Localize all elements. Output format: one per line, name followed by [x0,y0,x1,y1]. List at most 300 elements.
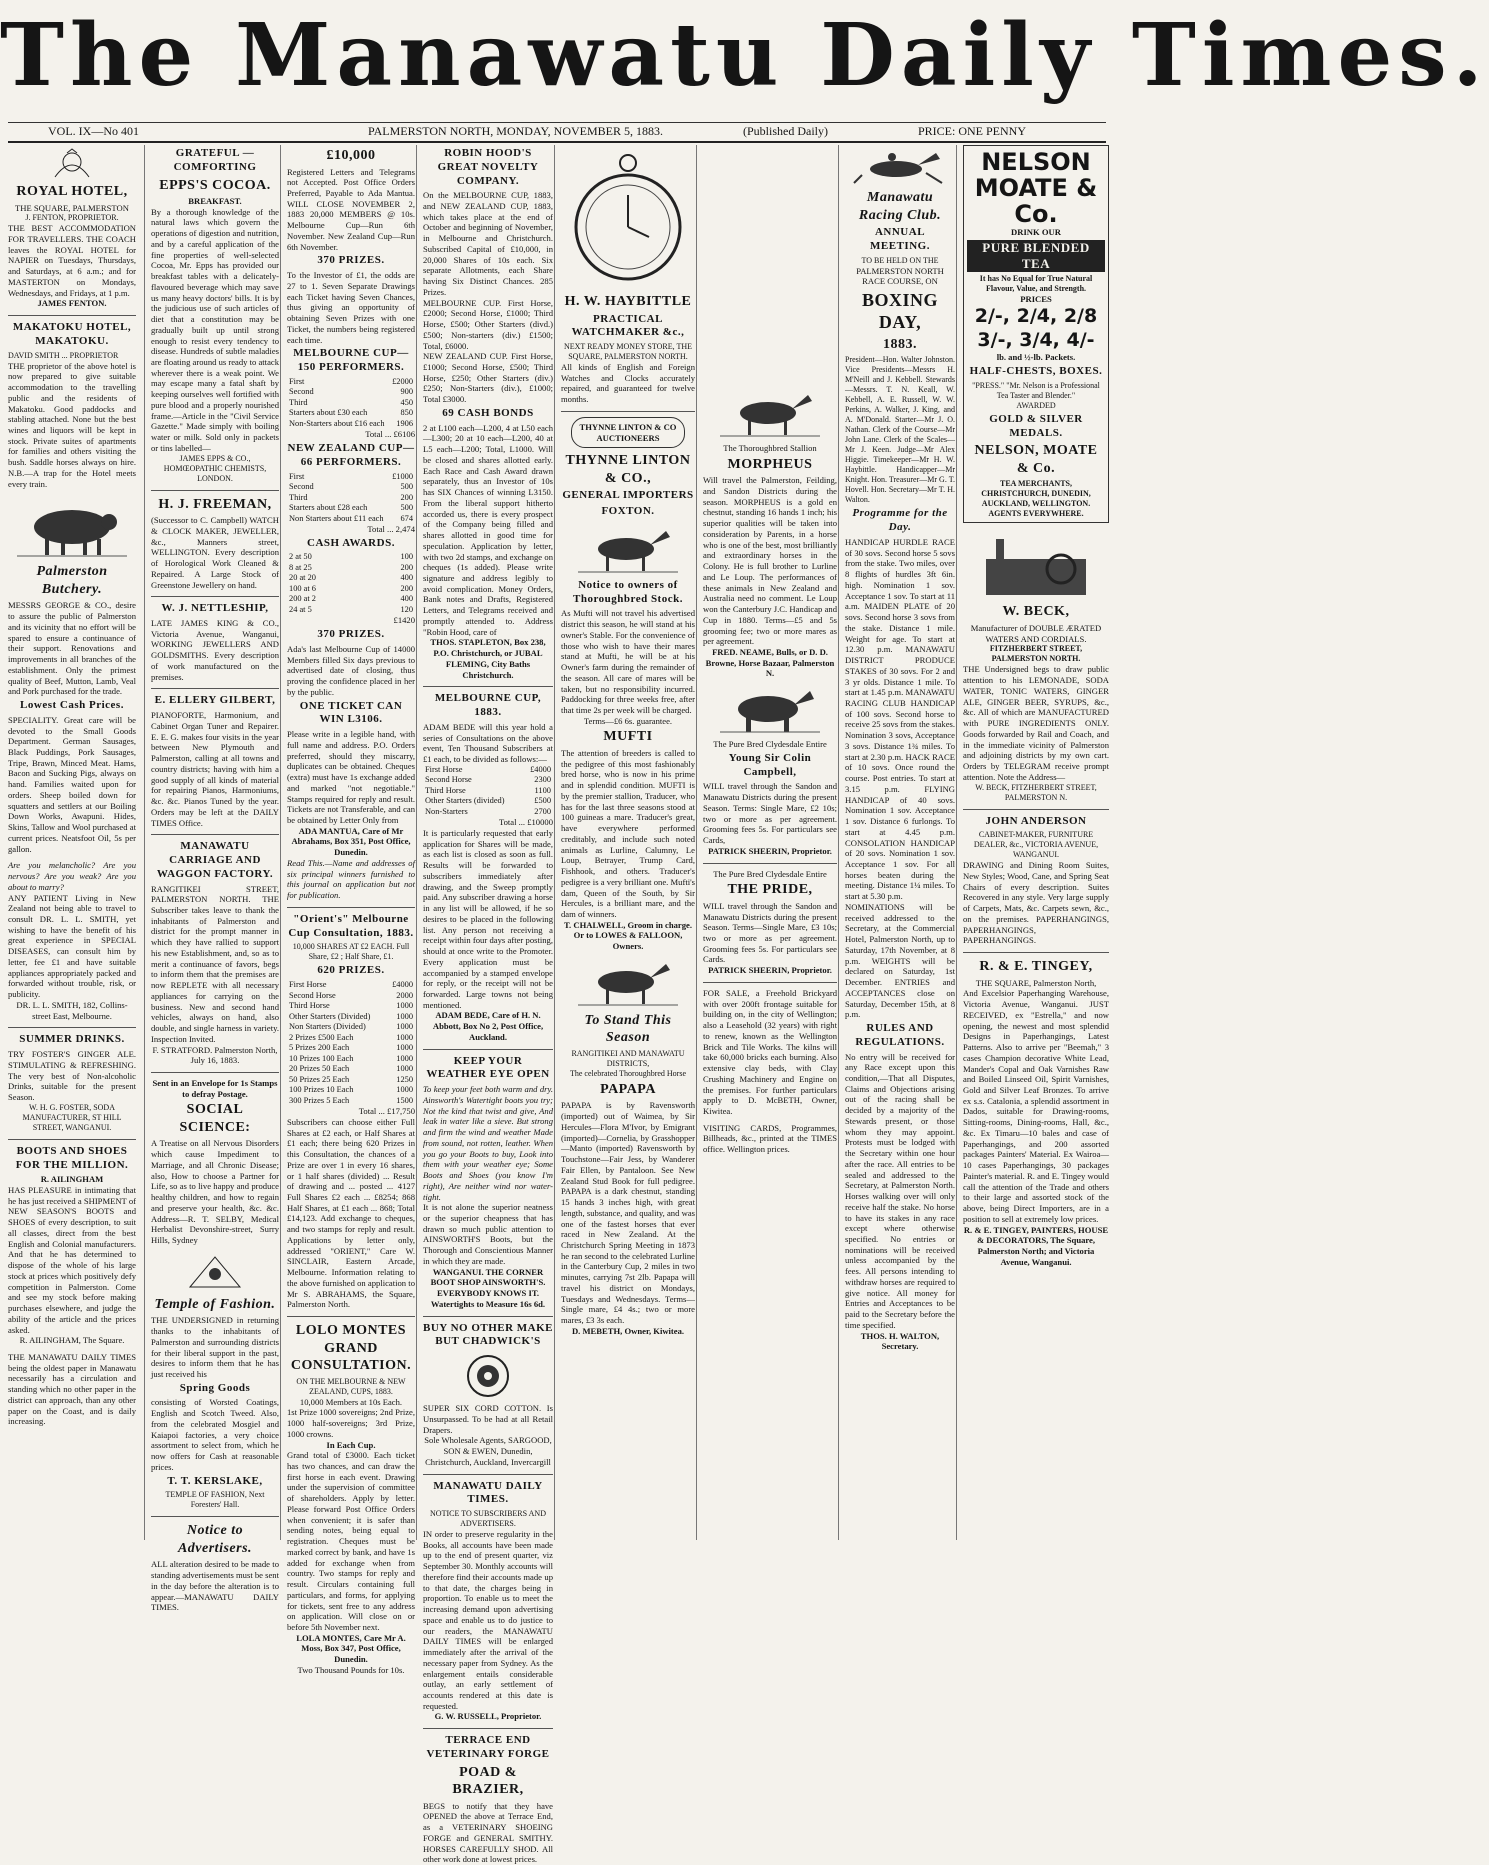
orient-prize-amount: 1000 [396,1032,413,1042]
boots-title: BOOTS AND SHOES FOR THE MILLION. [15,1144,129,1171]
butchery-ad [8,563,136,854]
mufti-body: The attention of breeders is called to the pedigree of this most fashionably bred horse, who is now in his prime and in splendid condition. MUFTI is by the premier stallion, Traducer, who has for the last three seasons stood at 100 guineas a mare. Traducer's great, have everywhere performed creditably, and include such noted animals as Lurline, Calumny, Le Loup, Betrayer, Trump Card, Fishhook, and others. Traducer's pedigree is a very brilliant one. Mufti's dam, Queen of the South, by Sir Hercules, is a brilliant mare, and the dam of winners. [561,747,695,919]
cash-award-row [287,563,415,574]
keep-body-2: It is not alone the superior neatness or the superior cheapness that has drawn so much public attention to AINSWORTH'S Boots, but the Thorough and Conscientious Manner in which they are made. [423,1202,553,1266]
annual-meeting: ANNUAL MEETING. [870,226,930,252]
colin-body: WILL travel through the Sandon and Manawatu Districts during the present Season. Terms: Single Mare, £2 10s; two or more as per agreement. Grooming fees 5s. For particulars see Cards, [703,781,837,846]
factory-illustration [976,529,1096,599]
science-title: SOCIAL SCIENCE: [179,1102,251,1135]
nz-prize-amount: 674 [400,513,413,523]
keep-sign: WANGANUI. THE CORNER BOOT SHOP AINSWORTH'S. EVERYBODY KNOWS IT. Watertights to Measure 16s 6d. [430,1266,546,1309]
adam-prize-row [423,796,553,807]
haybittle-sub: PRACTICAL WATCHMAKER &c., [571,312,685,339]
masthead [0,0,1489,118]
cash-award-amount: 200 [400,583,413,593]
adam-sign: ADAM BEDE, Care of H. N. Abbott, Box No 2, Post Office, Auckland. [432,1010,544,1042]
robin-melb: MELBOURNE CUP. First Horse, £2000; Second Horse, £1000; Third Horse, £500; Other Starters (divd.) £500; Non-starters (div.) £1500; Total, £6000. [423,297,553,351]
orient-prize-row [287,1085,415,1096]
nz-prize-row [287,482,415,493]
orient-prize-label: Other Starters (Divided) [289,1011,371,1021]
cash-award-amount: 400 [400,573,413,583]
nz-prize-amount: 200 [400,492,413,502]
boxing-day: BOXING DAY, [861,289,938,333]
temple-fashion-ad [151,1296,279,1511]
nettleship-body: LATE JAMES KING & CO., Victoria Avenue, Wanganui, WORKING JEWELLERS AND GOLDSMITHS. Every description of work manufactured on the premises. [151,618,279,682]
melbourne-prize-label: First [289,376,305,386]
terrace-title: TERRACE END VETERINARY FORGE [426,1734,550,1760]
pride-body: WILL travel through the Sandon and Manawatu Districts during the present Season. Terms—Single Mare, £3 10s; two or more as per agreement. Grooming fees 5s. For particulars see Cards. [703,900,837,965]
adam-head: MELBOURNE CUP, 1883. [434,692,542,719]
tingey-sub: THE SQUARE, Palmerston North, [975,977,1097,988]
nz-total: Total ... 2,474 [367,524,415,534]
lolo-sub: ON THE MELBOURNE & NEW ZEALAND, CUPS, 1883. [296,1376,406,1396]
visiting-cards [703,1123,837,1155]
prices-label: PRICES [1020,294,1052,305]
orient-prize-row [287,1054,415,1065]
racing-club-ad [845,189,955,1352]
haybittle-title: H. W. HAYBITTLE [564,294,692,309]
adam-prize-amount: 1100 [534,785,551,795]
colin-campbell-ad [703,739,837,856]
orient-prize-label: First Horse [289,980,327,990]
cash-table [287,552,415,615]
freeman-body: (Successor to C. Campbell) WATCH & CLOCK MAKER, JEWELLER, &c., Manners street, WELLINGTON. Every description of Horological Work Cleaned & Repaired. A Large Stock of Greenstone Jewellery on hand. [151,515,279,590]
orient-total: Total ... £17,750 [358,1106,415,1117]
prizes-370-b: 370 PRIZES. [317,628,385,641]
boots-ad [8,1145,136,1346]
kerslake-sub: TEMPLE OF FASHION, Next Foresters' Hall. [165,1490,265,1510]
column-6 [696,145,837,1540]
cotton-reel-icon [465,1353,511,1399]
carriage-ad [151,840,279,1066]
rules-title: RULES AND REGULATIONS. [855,1022,945,1048]
column-1 [8,145,136,1540]
summer-drinks-ad [8,1033,136,1132]
royal-hotel-title: ROYAL HOTEL, [16,184,128,199]
melancholy-line: Are you melancholic? Are you nervous? Are you weak? Are you about to marry? [8,860,136,892]
orient-prize-row [287,1033,415,1044]
melbourne-table [287,377,415,430]
haybittle-ad [561,293,695,405]
lolo-footer: Two Thousand Pounds for 10s. [297,1664,405,1675]
cash-award-label: 8 at 25 [289,562,312,572]
lolo-prizes: 1st Prize 1000 sovereigns; 2nd Prize, 1000 half-sovereigns; 3rd Prize, 1000 crowns. [287,1407,415,1439]
butchery-title: Palmerston Butchery. [36,564,108,597]
nettleship-ad [151,602,279,682]
stand-sub: RANGITIKEI AND MANAWATU DISTRICTS, [571,1048,685,1068]
orient-prizes: 620 PRIZES. [317,964,385,977]
cash-award-label: 20 at 20 [289,573,316,583]
thynne-place: FOXTON. [601,505,655,518]
column-2 [144,145,279,1613]
lowest-prices: Lowest Cash Prices. [20,699,124,712]
boots-sign-2: R. AILINGHAM, The Square. [19,1335,125,1346]
melbourne-prize-amount: £2000 [392,376,413,386]
beck-sub: Manufacturer of DOUBLE ÆRATED WATERS AND CORDIALS. [970,622,1102,644]
half-chests: HALF-CHESTS, BOXES. [969,365,1103,378]
orient-table [287,980,415,1106]
pride-title: The Pure Bred Clydesdale Entire [713,868,827,879]
no-equal: It has No Equal for True Natural Flavour, Value, and Strength. [979,274,1093,294]
butchery-body: MESSRS GEORGE & CO., desire to assure the public of Palmerston and its vicinity that no effort will be spared to ensure a continuance of their support. Renovations and improvements in all branches of the establishment. Only the primest quality of Beef, Mutton, Lamb, Veal and Pork purchased for the trade. [8,600,136,697]
melbourne-prize-amount: 1906 [396,418,413,428]
orient-prize-row [287,1096,415,1107]
melbourne-150: MELBOURNE CUP—150 PERFORMERS. [293,347,409,374]
melbourne-total: Total ... £6106 [365,429,415,440]
orient-prize-label: Third Horse [289,1001,330,1011]
social-science-ad [151,1078,279,1246]
ada-body: Ada's last Melbourne Cup of 14000 Members filled Six days previous to advertised date of closing, thus proving the confidence placed in her by the public. [287,643,415,697]
papapa-body: PAPAPA is by Ravensworth (imported) out of Waimea, by Sir Hercules—Flora M'Ivor, by Emigrant (imported)—Cornelia, by Grasshopper—Manto (imported) Ravensworth by Touchstone—Fair Jess, by Wanderer Fair Ellen, by Pantaloon. See New Zealand Stud Book for full pedigree. PAPAPA is a dark chestnut, standing 15 hands 3 inches high, with great length, substance, and quality, and was one of the fastest horses that ever raced in New Zealand. At the Christchurch Spring Meeting in 1873 he ran second to the celebrated Lurline in the Canterbury Cup, 2 miles in two minutes, carrying 7st 2lb. Papapa will travel his district on Mondays, Tuesdays and Wednesdays. Terms—Single mare, £4 4s.; two or more mares, £3 3s each. [561,1100,695,1326]
cotton-agents: Sole Wholesale Agents, SARGOOD, SON & EWEN, Dunedin, Christchurch, Auckland, Invercargill [424,1435,552,1467]
adam-prize-label: Other Starters (divided) [425,796,505,806]
cash-award-label: 24 at 5 [289,604,312,614]
fashion-emblem-icon [180,1252,250,1292]
column-5 [554,145,695,1540]
smith-sign: DR. L. L. SMITH, 182, Collins-street East, Melbourne. [16,999,128,1021]
mufti-sign: T. CHALWELL, Groom in charge. Or to LOWES & FALLOON, Owners. [563,919,693,952]
melbourne-prize-label: Starters about £30 each [289,408,368,418]
melbourne-prize-amount: 850 [400,408,413,418]
orient-prize-label: 2 Prizes £500 Each [289,1032,354,1042]
adam-body: ADAM BEDE will this year hold a series of Consultations on the above event, Ten Thousand Subscribers at £1 each, to be divided as follows:— [423,721,553,765]
orient-prize-amount: 1000 [396,1053,413,1063]
adam-prize-amount: 2300 [534,775,551,785]
cotton-title: BUY NO OTHER MAKE BUT CHADWICK'S [423,1321,554,1348]
melbourne-prize-row [287,408,415,419]
robin-sign: THOS. STAPLETON, Box 238, P.O. Christchurch, or JUBAL FLEMING, City Baths Christchurch. [430,637,546,680]
science-body: A Treatise on all Nervous Disorders which cause Impediment to Marriage, and all Chronic Disease; also, How to choose a Partner for Life, so as to live happy and produce healthy children, and how to regain and preserve your health, &c. &c. Address—R. T. SELBY, Medical Herbalist Devonshire-street, Surry Hills, Sydney [151,1138,279,1246]
orient-prize-row [287,980,415,991]
cash-award-row [287,552,415,563]
lolo-sign: LOLA MONTES, Care Mr A. Moss, Box 347, Post Office, Dunedin. [296,1632,406,1665]
spring-body: consisting of Worsted Coatings, English and Scotch Tweed. Also, from the celebrated Mosgiel and Kaiapoi factories, a very choice assortment to select from, which he now offers for Cash at reasonable prices. [151,1397,279,1472]
clydesdale-title: The Pure Bred Clydesdale Entire [713,739,827,750]
nz-prize-label: Non Starters about £11 each [289,513,384,523]
adam-body-2: It is particularly requested that early application for Shares will be made, as each list is closed as soon as full. Results will be forwarded to subscribers immediately after drawing, and the Sweep promptly paid. Any subscriber drawing a horse in any list will be allowed, if he so desires to be placed in the following list. Any person not receiving a receipt within four days after posting, should at once write to the Promoter. Every application must be accompanied by a stamped envelope for reply, or the receipt will not be forwarded. Large towns not being mentioned. [423,827,553,1010]
epps-sign: JAMES EPPS & CO., HOMŒOPATHIC CHEMISTS, LONDON. [163,453,267,483]
robin-hood-ad [423,147,553,680]
adam-prize-amount: 2700 [534,806,551,816]
tingey-sign: R. & E. TINGEY, PAINTERS, HOUSE & DECORATORS, The Square, Palmerston North; and Victoria Avenue, Wanganui. [963,1224,1109,1267]
programme-body: HANDICAP HURDLE RACE of 30 sovs. Second horse 5 sovs from the stake. Two miles, over 8 flights of hurdles 3ft 6in. high. Nomination 1 sov. Acceptance 1 sov. To start at 11 a.m. MAIDEN PLATE of 20 sovs. Second horse 3 sovs from the stake. Distance 1 mile. Weight for age. To start at 12.30 p.m. MANAWATU DISTRICT PRODUCE STAKES of 30 sovs. For 2 and 3 yr olds. Distance 1 mile. To start at 1.45 p.m. MANAWATU RACING CLUB HANDICAP of 100 sovs. Second horse to receive 25 sovs from the stakes. Nomination 3 sovs, Acceptance 3 sovs. Distance 1¾ miles. To start at 2.30 p.m. HACK RACE of 10 sovs. Once round the course. Post entries. To start at 3.15 p.m. FLYING HANDICAP of 40 sovs. Nomination 1 sov. Acceptance 1 sov. Distance 6 furlongs. To start at 4.45 p.m. CONSOLATION HANDICAP of 20 sovs. Nomination 1 sov. Acceptance 1 sov. For all horses beaten during the meeting. Distance 1¼ miles. To start at 5.30 p.m. [845,536,955,902]
melbourne-prize-label: Second [289,387,314,397]
prices-2: 3/-, 3/4, 4/- [977,328,1095,351]
papapa: PAPAPA [600,1081,656,1097]
prizes-370-body: To the Investor of £1, the odds are 27 to 1. Seven Separate Drawings each Ticket having Seven Chances, thus giving an opportunity of obtaining Seven Prizes with one Ticket, the numbers being registered each time. [287,270,415,345]
lolo-body: Grand total of £3000. Each ticket has two chances, and can draw the first horse in each event. Drawing under the supervision of committee of shareholders. Apply by letter. Please forward Post Office Orders when convenient; it is safer than sending notes, being equal to registration. Cheques must be marked correct by bank, and have 1s added for exchange when from country. Two stamps for reply and result. Circulars containing full particulars, and forms, for applying for tickets, sent free to any address on application. Will close on or before 5th November next. [287,1450,415,1633]
colin-sign: PATRICK SHEERIN, Proprietor. [708,845,832,856]
orient-prize-row [287,1064,415,1075]
thynne-badge-text: THYNNE LINTON & CO AUCTIONEERS [579,421,677,443]
lolo-montes-ad [287,1322,415,1676]
cash-award-row [287,594,415,605]
melbourne-prize-label: Third [289,397,308,407]
orient-prize-row [287,991,415,1002]
makatoku-prop: DAVID SMITH ... PROPRIETOR [8,350,119,360]
haybittle-body: All kinds of English and Foreign Watches and Clocks accurately repaired, and guaranteed for twelve months. [561,362,695,405]
cash-award-label: 100 at 6 [289,583,316,593]
ada-mantua-ad [287,147,415,901]
racing-title: Manawatu Racing Club. [858,190,942,223]
orient-prize-amount: 1000 [396,1085,413,1095]
adam-prize-label: First Horse [425,764,463,774]
stock-title: Notice to owners of Thoroughbred Stock. [573,578,683,605]
packets: lb. and ½-lb. Packets. [996,352,1076,363]
frequency: (Published Daily) [743,124,828,138]
sale-body: FOR SALE, a Freehold Brickyard with over 200ft frontage suitable for building on, in the city of Wellington; also a Leasehold (32 years) with right to renew, known as the Wellington Brick and Tile Works. The kilns will take 60,000 bricks each burning. Also extensive clay beds, with Clay Crushing Machinery and Engine on the premises. For further particulars apply to D. McBETH, Owner, Kiwitea. [703,987,837,1117]
subscribers-sub: NOTICE TO SUBSCRIBERS AND ADVERTISERS. [430,1509,546,1528]
cash-awards: CASH AWARDS. [307,536,395,549]
tingey-ad [963,958,1109,1267]
orient-prize-label: 300 Prizes 5 Each [289,1095,350,1105]
orient-prize-amount: 1000 [396,1064,413,1074]
orient-title: "Orient's" Melbourne Cup Consultation, 1883. [288,912,414,939]
nz-150: NEW ZEALAND CUP—66 PERFORMERS. [287,442,415,468]
one-ticket: ONE TICKET CAN WIN L3106. [299,699,403,726]
tea-merchants: TEA MERCHANTS, CHRISTCHURCH, DUNEDIN, AUCKLAND, WELLINGTON. AGENTS EVERYWHERE. [981,479,1091,519]
lolo-members: 10,000 Members at 10s Each. [299,1396,403,1407]
orient-prize-label: 100 Prizes 10 Each [289,1085,354,1095]
medals: GOLD & SILVER MEDALS. [989,412,1083,439]
nelson-moate: NELSON MOATE & Co. [974,148,1098,228]
nettleship-title: W. J. NETTLESHIP, [161,602,269,615]
dateline [8,122,1106,143]
cash-total: £1420 [393,615,415,626]
stock-terms: Terms—£6 6s. guarantee. [583,715,673,726]
robin-nz: NEW ZEALAND CUP. First Horse, £1000; Second Horse, £500; Third Horse, £250; Other Starters (div.) £250; Non-Starters (div.), £1000; Total £3000. [423,351,553,405]
haybittle-addr: NEXT READY MONEY STORE, THE SQUARE, PALMERSTON NORTH. [563,342,693,361]
royal-hotel-prop: J. FENTON, PROPRIETOR. [25,213,119,223]
adam-bede-ad [423,692,553,1042]
royal-crest-icon [49,149,95,179]
fashion-title: Temple of Fashion. [154,1296,276,1312]
thoroughbred-notice [561,579,695,952]
cash-award-label: 2 at 50 [289,552,312,562]
stock-body: As Mufti will not travel his advertised district this season, he will stand at his owner's Stable. For the convenience of those who wish to have their mares stand at Mufti, he will be at his Owner's farm during the remainder of the season. All care of mares will be taken, but no responsibility incurred. Paddocking for three weeks free, after that time 2s per week will be charged. [561,608,695,716]
pure-blended: PURE BLENDED TEA [967,240,1105,273]
stamps-line: Sent in an Envelope for 1s Stamps to defray Postage. [152,1077,278,1099]
subscribers-notice [423,1480,553,1723]
keep-body: To keep your feet both warm and dry. Ainsworth's Watertight boots you try; Not the kind that twist and give, And leak in water like a sieve. But strong and firm the wind and weather Made from sound, not rotten, leather. When you go your Boots to buy, Look into them with your weather eye; Some Boots and Shoes (you know I'm right), Are neither wind nor water-tight. [423,1084,553,1202]
melbourne-prize-amount: 900 [400,387,413,397]
morpheus-sign: FRED. NEAME, Bulls, or D. D. Browne, Horse Bazaar, Palmerston N. [705,646,835,679]
cash-award-amount: 120 [400,604,413,614]
nelson-2: NELSON, MOATE & Co. [974,443,1098,476]
pride-ad [703,869,837,976]
prizes-370: 370 PRIZES. [317,254,385,267]
papapa-ad [561,1012,695,1337]
notice-body: ALL alteration desired to be made to standing advertisements must be sent in the day before the alteration is to appear.—MANAWATU DAILY TIMES. [151,1559,279,1613]
keep-eye-ad [423,1055,553,1310]
cash-award-row [287,605,415,616]
rules-sign: THOS. H. WALTON, Secretary. [860,1330,940,1352]
boots-body: HAS PLEASURE in intimating that he has just received a SHIPMENT of NEW SEASON'S BOOTS and SHOES of every description, to suit all classes, direct from the best English and Colonial manufacturers. And that he has determined to dispose of the whole of his large stock at prices which positively defy competition in Palmerston. Come and see my stock before making purchases elsewhere, and judge the ability of the article and the prices asked. [8,1185,136,1335]
nelson-moate-ad [963,145,1109,523]
orient-prize-label: 20 Prizes 50 Each [289,1064,350,1074]
race-year: 1883. [883,336,917,352]
nz-prize-row [287,514,415,525]
nz-prize-amount: 500 [400,503,413,512]
stallion-illustration [578,958,678,1008]
epps-cocoa-ad [151,147,279,484]
awarded: AWARDED [1016,400,1056,410]
melbourne-prize-amount: 450 [400,397,413,407]
nominations: NOMINATIONS will be received addressed to the Secretary, at the Commercial Hotel, Palmerston North, up to Saturday, 17th November, at 8 p.m. WEIGHTS will be declared on Saturday, 1st December. ENTRIES and ACCEPTANCES close on Saturday, December 15th, at 8 p.m. [845,901,955,1020]
orient-prize-amount: 1000 [396,1001,413,1011]
stallion-title: The Thoroughbred Stallion [723,443,817,453]
orient-prize-amount: 1000 [396,1043,413,1053]
summer-body: TRY FOSTER'S GINGER ALE. STIMULATING & REFRESHING. The very best of Non-alcoholic Drinks, suitable for the present Season. [8,1049,136,1103]
cash-award-amount: 200 [400,562,413,572]
thynne-linton-ad [561,417,695,519]
orient-prize-label: 10 Prizes 100 Each [289,1053,354,1063]
anderson-ad [963,815,1109,947]
royal-hotel-sign: JAMES FENTON. [37,298,107,309]
nz-prize-label: First [289,471,305,481]
adam-prize-row [423,775,553,786]
kerslake-name: T. T. KERSLAKE, [167,1474,263,1487]
manawatu-note [8,1352,136,1427]
freeman-ad [151,496,279,591]
orient-prize-row [287,1012,415,1023]
orient-prize-amount: 1000 [396,1022,413,1032]
volume-number: VOL. IX—No 401 [48,124,139,138]
orient-prize-amount: £4000 [392,980,413,990]
gilbert-body: PIANOFORTE, Harmonium, and Cabinet Organ Tuner and Repairer. E. E. G. makes four visits in the year between New Plymouth and Palmerston, calling at all towns and country districts; having with him a good supply of all kinds of material for repairing Pianos, Harmoniums, &c. &c. Pianos Tuned by the year. Orders may be left at the DAILY TIMES Office. [151,710,279,828]
beck-title: W. BECK, [1002,604,1070,620]
chadwick-cotton-ad [423,1322,553,1468]
press: "PRESS." "Mr. Nelson is a Professional Tea Taster and Blender." [972,380,1100,400]
grateful-line: GRATEFUL — COMFORTING [173,147,257,173]
morpheus-body: Will travel the Palmerston, Feilding, and Sandon Districts during the season. MORPHEUS is a gold en chestnut, standing 16 hands 1 inch; his superior qualities will be taken into consideration by Parents, in a horse who is one of the best, most brilliantly and extraordinary horses in the Colony. He is full brother to Lurline and Le Loup. The performances of these animals in New Zealand and Australia need no comment. Le Loup won the Canterbury J.C. Handicap and Cup in 1880. Terms—£5 and 5s grooming fee; two or more mares as per agreement. [703,475,837,647]
adam-prize-label: Non-Starters [425,806,468,816]
lolo-each: In Each Cup. [326,1439,376,1450]
orient-prize-amount: 1500 [396,1095,413,1105]
carriage-sign: F. STRATFORD. Palmerston North, July 16, 1883. [152,1044,278,1066]
royal-hotel-sub: THE SQUARE, PALMERSTON [15,202,129,213]
club-officers: President—Hon. Walter Johnston. Vice Presidents—Messrs H. M'Neill and J. Kebbell. Stewards—Messrs. T. N. Keall, W. Kebbell, A. E. Russell, W. W. Perkins, A. Walker, J. King, and A. M'Donald. Starter—Mr J. O. Nathan. Clerk of the Course—Mr John Lane. Clerk of the Scales—Mr J. Keen. Judge—Mr Alex Higgie. Timekeeper—Mr H. W. Haybittle. Handicapper—Mr Knight. Hon. Treasurer—Mr G. T. Hovell. Hon. Secretary—Mr T. H. Walton. [845,355,955,505]
cash-award-label: 200 at 2 [289,594,316,604]
stand-sub-2: The celebrated Thoroughbred Horse [569,1068,687,1078]
race-course: PALMERSTON NORTH RACE COURSE, ON [856,265,944,287]
orient-prize-row [287,1043,415,1054]
spring-goods: Spring Goods [179,1381,251,1394]
notice-advertisers [151,1522,279,1613]
nz-prize-amount: 500 [400,482,413,491]
orient-prize-label: 50 Prizes 25 Each [289,1074,350,1084]
summer-title: SUMMER DRINKS. [19,1033,125,1046]
beck-sign: W. BECK, FITZHERBERT STREET, PALMERSTON N. [975,782,1097,802]
cash-award-amount: 100 [400,552,413,562]
price: PRICE: ONE PENNY [918,124,1027,138]
nz-table [287,472,415,525]
thynne-sub: GENERAL IMPORTERS [562,489,694,502]
orient-ad [287,913,415,1310]
adam-total: Total ... £10000 [498,817,553,828]
visiting-body: VISITING CARDS, Programmes, Billheads, &c., printed at the TIMES office. Wellington prices. [703,1122,837,1155]
orient-prize-amount: 2000 [396,990,413,1000]
lolo-title: LOLO MONTES GRAND CONSULTATION. [290,1323,412,1374]
epps-title: EPPS'S COCOA. [159,177,271,193]
papapa-sign: D. MEBETH, Owner, Kiwitea. [571,1325,685,1336]
subscribers-sign: G. W. RUSSELL, Proprietor. [434,1711,542,1722]
programme-title: Programme for the Day. [852,507,948,534]
gilbert-title: E. ELLERY GILBERT, [154,694,276,707]
morpheus-ad [703,443,837,679]
terrace-body: BEGS to notify that they have OPENED the above at Terrace End, as a VETERINARY SHOEING FORGE and GENERAL SMITHY. HORSES CAREFULLY SHOD. All other work done at lowest prices. [423,1800,553,1865]
cash-award-row [287,584,415,595]
smith-ad [8,860,136,1021]
nz-prize-row [287,472,415,483]
to-be-held: TO BE HELD ON THE [861,255,939,265]
carriage-title: MANAWATU CARRIAGE AND WAGGON FACTORY. [156,840,274,880]
ada-sign: ADA MANTUA, Care of Mr Abrahams, Box 351, Post Office, Dunedin. [291,825,411,858]
nz-prize-label: Starters about £28 each [289,503,368,512]
epps-body: By a thorough knowledge of the natural laws which govern the operations of digestion and nutrition, and by a careful application of the fine properties of well-selected Cocoa, Mr. Epps has provided our breakfast tables with a delicately-flavoured beverage which may save us many heavy doctors' bills. It is by the judicious use of such articles of diet that a constitution may be gradually built up until strong enough to resist every tendency to disease. Hundreds of subtle maladies are floating around us ready to attack wherever there is a weak point. We may escape many a fatal shaft by keeping ourselves well fortified with pure blood and a properly nourished frame.—Article in the "Civil Service Gazette." Made simply with boiling water or milk. Sold only in packets or tins labelled— [151,206,279,453]
pride-sign: PATRICK SHEERIN, Proprietor. [708,965,832,976]
nz-prize-label: Second [289,482,314,491]
makatoku-hotel-ad [8,321,136,489]
freeman-title: H. J. FREEMAN, [158,496,272,512]
cash-award-amount: 400 [400,594,413,604]
melbourne-prize-row [287,398,415,409]
robin-body: On the MELBOURNE CUP, 1883, and NEW ZEALAND CUP, 1883, which takes place at the end of October and beginning of November, in Melbourne and Christchurch. Subscribed Capital of £10,000, in 20,000 Shares of 10s each. Six separate Allotments, each Share having Six Distinct Chances. 285 Prizes. [423,190,553,297]
read-this: Read This.—Name and addresses of six principal winners furnished to this journal on application but not for publication. [287,857,415,901]
fashion-body: THE UNDERSIGNED in returning thanks to the inhabitants of Palmerston and surrounding districts for their liberal support in the past, desires to inform them that he has just received his [151,1315,279,1379]
rules-body: No entry will be received for any Race except upon this condition,—That all Disputes, Claims and Objections arising out of the racing shall be decided by a majority of the Stewards present, or those whom they may appoint. Protests must be lodged with the Secretary within one hour after the race. All entries to be sealed and addressed to the Secretary, at Palmerston North. Horses walking over will only receive half the stake. No horse to have its stakes in any race except where otherwise specified. No entries or nominations will be received unless accompanied by the fees. All persons intending to withdraw horses are required to give notice. All money for Entries and Acceptances to be paid to the Secretary before the time specified. [845,1051,955,1330]
melbourne-prize-row [287,419,415,430]
nz-prize-label: Third [289,492,308,502]
pocket-watch-illustration [573,149,683,289]
orient-prize-row [287,1022,415,1033]
prices-1: 2/-, 2/4, 2/8 [974,304,1098,327]
horse-illustration [578,525,678,575]
thynne-badge [571,417,685,448]
adam-prize-label: Third Horse [425,785,466,795]
adam-prize-row [423,765,553,776]
summer-sign: W. H. G. FOSTER, SODA MANUFACTURER, ST HILL STREET, WANGANUI. [22,1102,122,1132]
orient-prize-label: 5 Prizes 200 Each [289,1043,350,1053]
mufti: MUFTI [603,729,653,745]
column-3 [280,145,415,1675]
beck-addr: FITZHERBERT STREET, PALMERSTON NORTH. [989,644,1083,664]
adam-prize-amount: £500 [534,796,551,806]
makatoku-title: MAKATOKU HOTEL, MAKATOKU. [12,321,132,347]
column-4 [416,145,554,1865]
masthead-title: The Manawatu Daily Times. [0,5,1489,106]
adam-prize-row [423,807,553,818]
beck-body: THE Undersigned begs to draw public attention to his LEMONADE, SODA WATER, TONIC WATERS, GINGER ALE, GINGER BEER, SYRUPS, &c., &c. All of which are MANUFACTURED with PURE INGREDIENTS ONLY. Goods forwarded by Rail and Coach, and in the immediate vicinity of Palmerston and adjoining districts by my own cart. Orders by TELEGRAM receive prompt attention. Note the Address— [963,664,1109,782]
anderson-sub: CABINET-MAKER, FURNITURE DEALER, &c., VICTORIA AVENUE, WANGANUI. [973,830,1099,860]
keep-title: KEEP YOUR WEATHER EYE OPEN [426,1054,550,1081]
pride: THE PRIDE, [727,882,813,898]
orient-body: Subscribers can choose either Full Shares at £2 each, or Half Shares at £1 each; there being 620 Prizes in this Consultation, the chances of a Prize are over 1 in every 16 shares, or 1 half shares (divided) ... Result of drawing and ... posted ... 4127 Full Shares £2 each ... £8254; 868 Half Shares, at £1 each ... 868; Total £14,123. Add exchange to cheques, and two stamps for reply and result. Applications by letter only, addressed "ORIENT," Care W. SINCLAIR, Eastern Arcade, Melbourne. Information relating to the above furnished on application to Mr S. ABRAHAMS, the Square, Palmerston North. [287,1116,415,1310]
adam-prize-row [423,786,553,797]
place-date: PALMERSTON NORTH, MONDAY, NOVEMBER 5, 1883. [368,124,663,138]
orient-prize-amount: 1250 [396,1074,413,1084]
beck-ad [963,603,1109,802]
morpheus-horse-illustration [720,389,820,439]
stand-title: To Stand This Season [584,1012,672,1046]
makatoku-body: THE proprietor of the above hotel is now prepared to give suitable accommodation to the travelling public and the residents of Makatoku. Good paddocks and stabling attached. None but the best wines and liquors will be kept in stock. Private suites of apartments for families and others visiting the bush. Saddle horses always on hire. N.B.—A trap for the Hotel meets every train. [8,360,136,489]
young-colin: Young Sir Colin Campbell, [728,751,812,778]
tingey-body: And Excelsior Paperhanging Warehouse, Victoria Avenue, Wanganui. JUST RECEIVED, ex "Estrella," and now opening, the newest and most splendid Designs in Paperhangings, Latest Patterns. Also to arrive per "Beemah," 3 cases Champion decorative White Lead, Mander's Copal and Oak Varnishes Raw and Boiled Linseed Oil, Spirit Varnishes, Gold and Silver Leaf Bronzes. To arrive ex s.s. Catalonia, a splendid assortment in Dados, suitable for Drawing-rooms, Sitting-rooms, Dining-rooms, Hall, &c., &c. Ex Timaru—10 bales and case of Paperhangings, and 200 assorted packages Painters' Material. Ex Wairoa—10 cases Paperhangings, 30 packages Painter's material. R. and E. Tingey would call the attention of the Trade and others to their large and assorted stock of the above, being Direct Importers, are in a position to sell at extremely low prices. [963,988,1109,1224]
orient-prize-label: Non Starters (Divided) [289,1022,366,1032]
terrace-sub: POAD & BRAZIER, [452,1764,524,1798]
adam-prize-amount: £4000 [530,764,551,774]
column-8 [956,145,1109,1540]
